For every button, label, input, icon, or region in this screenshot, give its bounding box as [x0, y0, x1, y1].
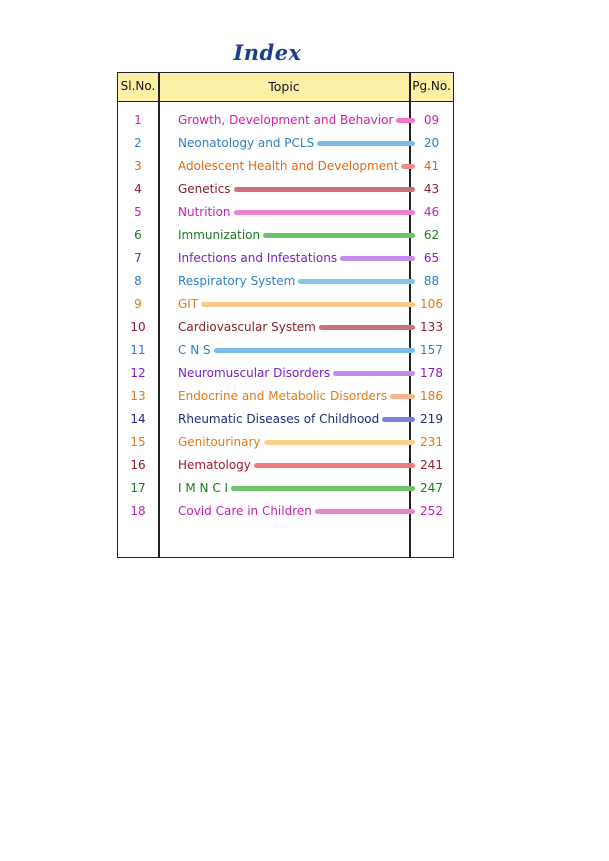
page-number: 241 — [420, 458, 443, 472]
table-row — [118, 134, 453, 152]
table-header — [118, 73, 453, 102]
row-number: 14 — [130, 412, 146, 426]
leader-bar — [390, 394, 415, 399]
leader-bar — [396, 118, 415, 123]
row-number: 6 — [134, 228, 142, 242]
topic-link[interactable]: Immunization — [178, 228, 261, 242]
page-number: 20 — [423, 136, 440, 150]
page-number: 43 — [423, 182, 440, 196]
row-number: 15 — [130, 435, 146, 449]
topic-link[interactable]: C N S — [178, 343, 211, 357]
topic-link[interactable]: Genetics — [178, 182, 231, 196]
table-row — [118, 157, 453, 175]
topic-link[interactable]: Hematology — [178, 458, 251, 472]
leader-bar — [298, 279, 415, 284]
leader-bar — [234, 210, 415, 215]
table-row — [118, 341, 453, 359]
page-title: Index — [233, 40, 302, 65]
page-number: 65 — [423, 251, 440, 265]
table-row — [118, 364, 453, 382]
table-row — [118, 180, 453, 198]
leader-bar — [382, 417, 415, 422]
row-number: 16 — [130, 458, 146, 472]
leader-bar — [231, 486, 415, 491]
leader-bar — [264, 440, 415, 445]
table-row — [118, 387, 453, 405]
table-row — [118, 249, 453, 267]
page-number: 157 — [420, 343, 443, 357]
leader-bar — [263, 233, 415, 238]
row-number: 2 — [134, 136, 142, 150]
topic-link[interactable]: Covid Care in Children — [178, 504, 312, 518]
topic-link[interactable]: Rheumatic Diseases of Childhood — [178, 412, 380, 426]
page-number: 231 — [420, 435, 443, 449]
row-number: 8 — [134, 274, 142, 288]
leader-bar — [214, 348, 415, 353]
table-row — [118, 502, 453, 520]
table-row — [118, 410, 453, 428]
table-row — [118, 479, 453, 497]
topic-link[interactable]: Nutrition — [178, 205, 231, 219]
page-number: 219 — [420, 412, 443, 426]
row-number: 10 — [130, 320, 146, 334]
header-page-no: Pg.No. — [412, 79, 451, 93]
header-sl-no: Sl.No. — [120, 79, 156, 93]
leader-bar — [254, 463, 415, 468]
page-number: 41 — [423, 159, 440, 173]
table-row — [118, 318, 453, 336]
topic-link[interactable]: Adolescent Health and Development — [178, 159, 399, 173]
row-number: 7 — [134, 251, 142, 265]
page-number: 09 — [423, 113, 440, 127]
leader-bar — [319, 325, 415, 330]
table-row — [118, 295, 453, 313]
table-row — [118, 433, 453, 451]
row-number: 11 — [130, 343, 146, 357]
page-number: 252 — [420, 504, 443, 518]
row-number: 17 — [130, 481, 146, 495]
header-topic: Topic — [268, 79, 300, 94]
topic-link[interactable]: Growth, Development and Behavior — [178, 113, 394, 127]
row-number: 18 — [130, 504, 146, 518]
table-row — [118, 203, 453, 221]
page-number: 186 — [420, 389, 443, 403]
table-row — [118, 456, 453, 474]
page-number: 247 — [420, 481, 443, 495]
topic-link[interactable]: Neonatology and PCLS — [178, 136, 315, 150]
topic-link[interactable]: Neuromuscular Disorders — [178, 366, 331, 380]
row-number: 12 — [130, 366, 146, 380]
page-number: 178 — [420, 366, 443, 380]
row-number: 3 — [134, 159, 142, 173]
topic-link[interactable]: Genitourinary — [178, 435, 261, 449]
row-number: 13 — [130, 389, 146, 403]
leader-bar — [333, 371, 415, 376]
page-number: 62 — [423, 228, 440, 242]
leader-bar — [234, 187, 415, 192]
topic-link[interactable]: Respiratory System — [178, 274, 296, 288]
leader-bar — [340, 256, 415, 261]
page-number: 106 — [420, 297, 443, 311]
leader-bar — [317, 141, 415, 146]
leader-bar — [201, 302, 415, 307]
index-table — [117, 72, 454, 558]
page-number: 88 — [423, 274, 440, 288]
row-number: 5 — [134, 205, 142, 219]
topic-link[interactable]: GIT — [178, 297, 199, 311]
table-row — [118, 111, 453, 129]
row-number: 9 — [134, 297, 142, 311]
page-number: 46 — [423, 205, 440, 219]
table-row — [118, 226, 453, 244]
table-row — [118, 272, 453, 290]
leader-bar — [401, 164, 415, 169]
topic-link[interactable]: I M N C I — [178, 481, 229, 495]
page-number: 133 — [420, 320, 443, 334]
leader-bar — [315, 509, 415, 514]
row-number: 4 — [134, 182, 142, 196]
row-number: 1 — [134, 113, 142, 127]
topic-link[interactable]: Cardiovascular System — [178, 320, 316, 334]
topic-link[interactable]: Infections and Infestations — [178, 251, 338, 265]
topic-link[interactable]: Endocrine and Metabolic Disorders — [178, 389, 388, 403]
